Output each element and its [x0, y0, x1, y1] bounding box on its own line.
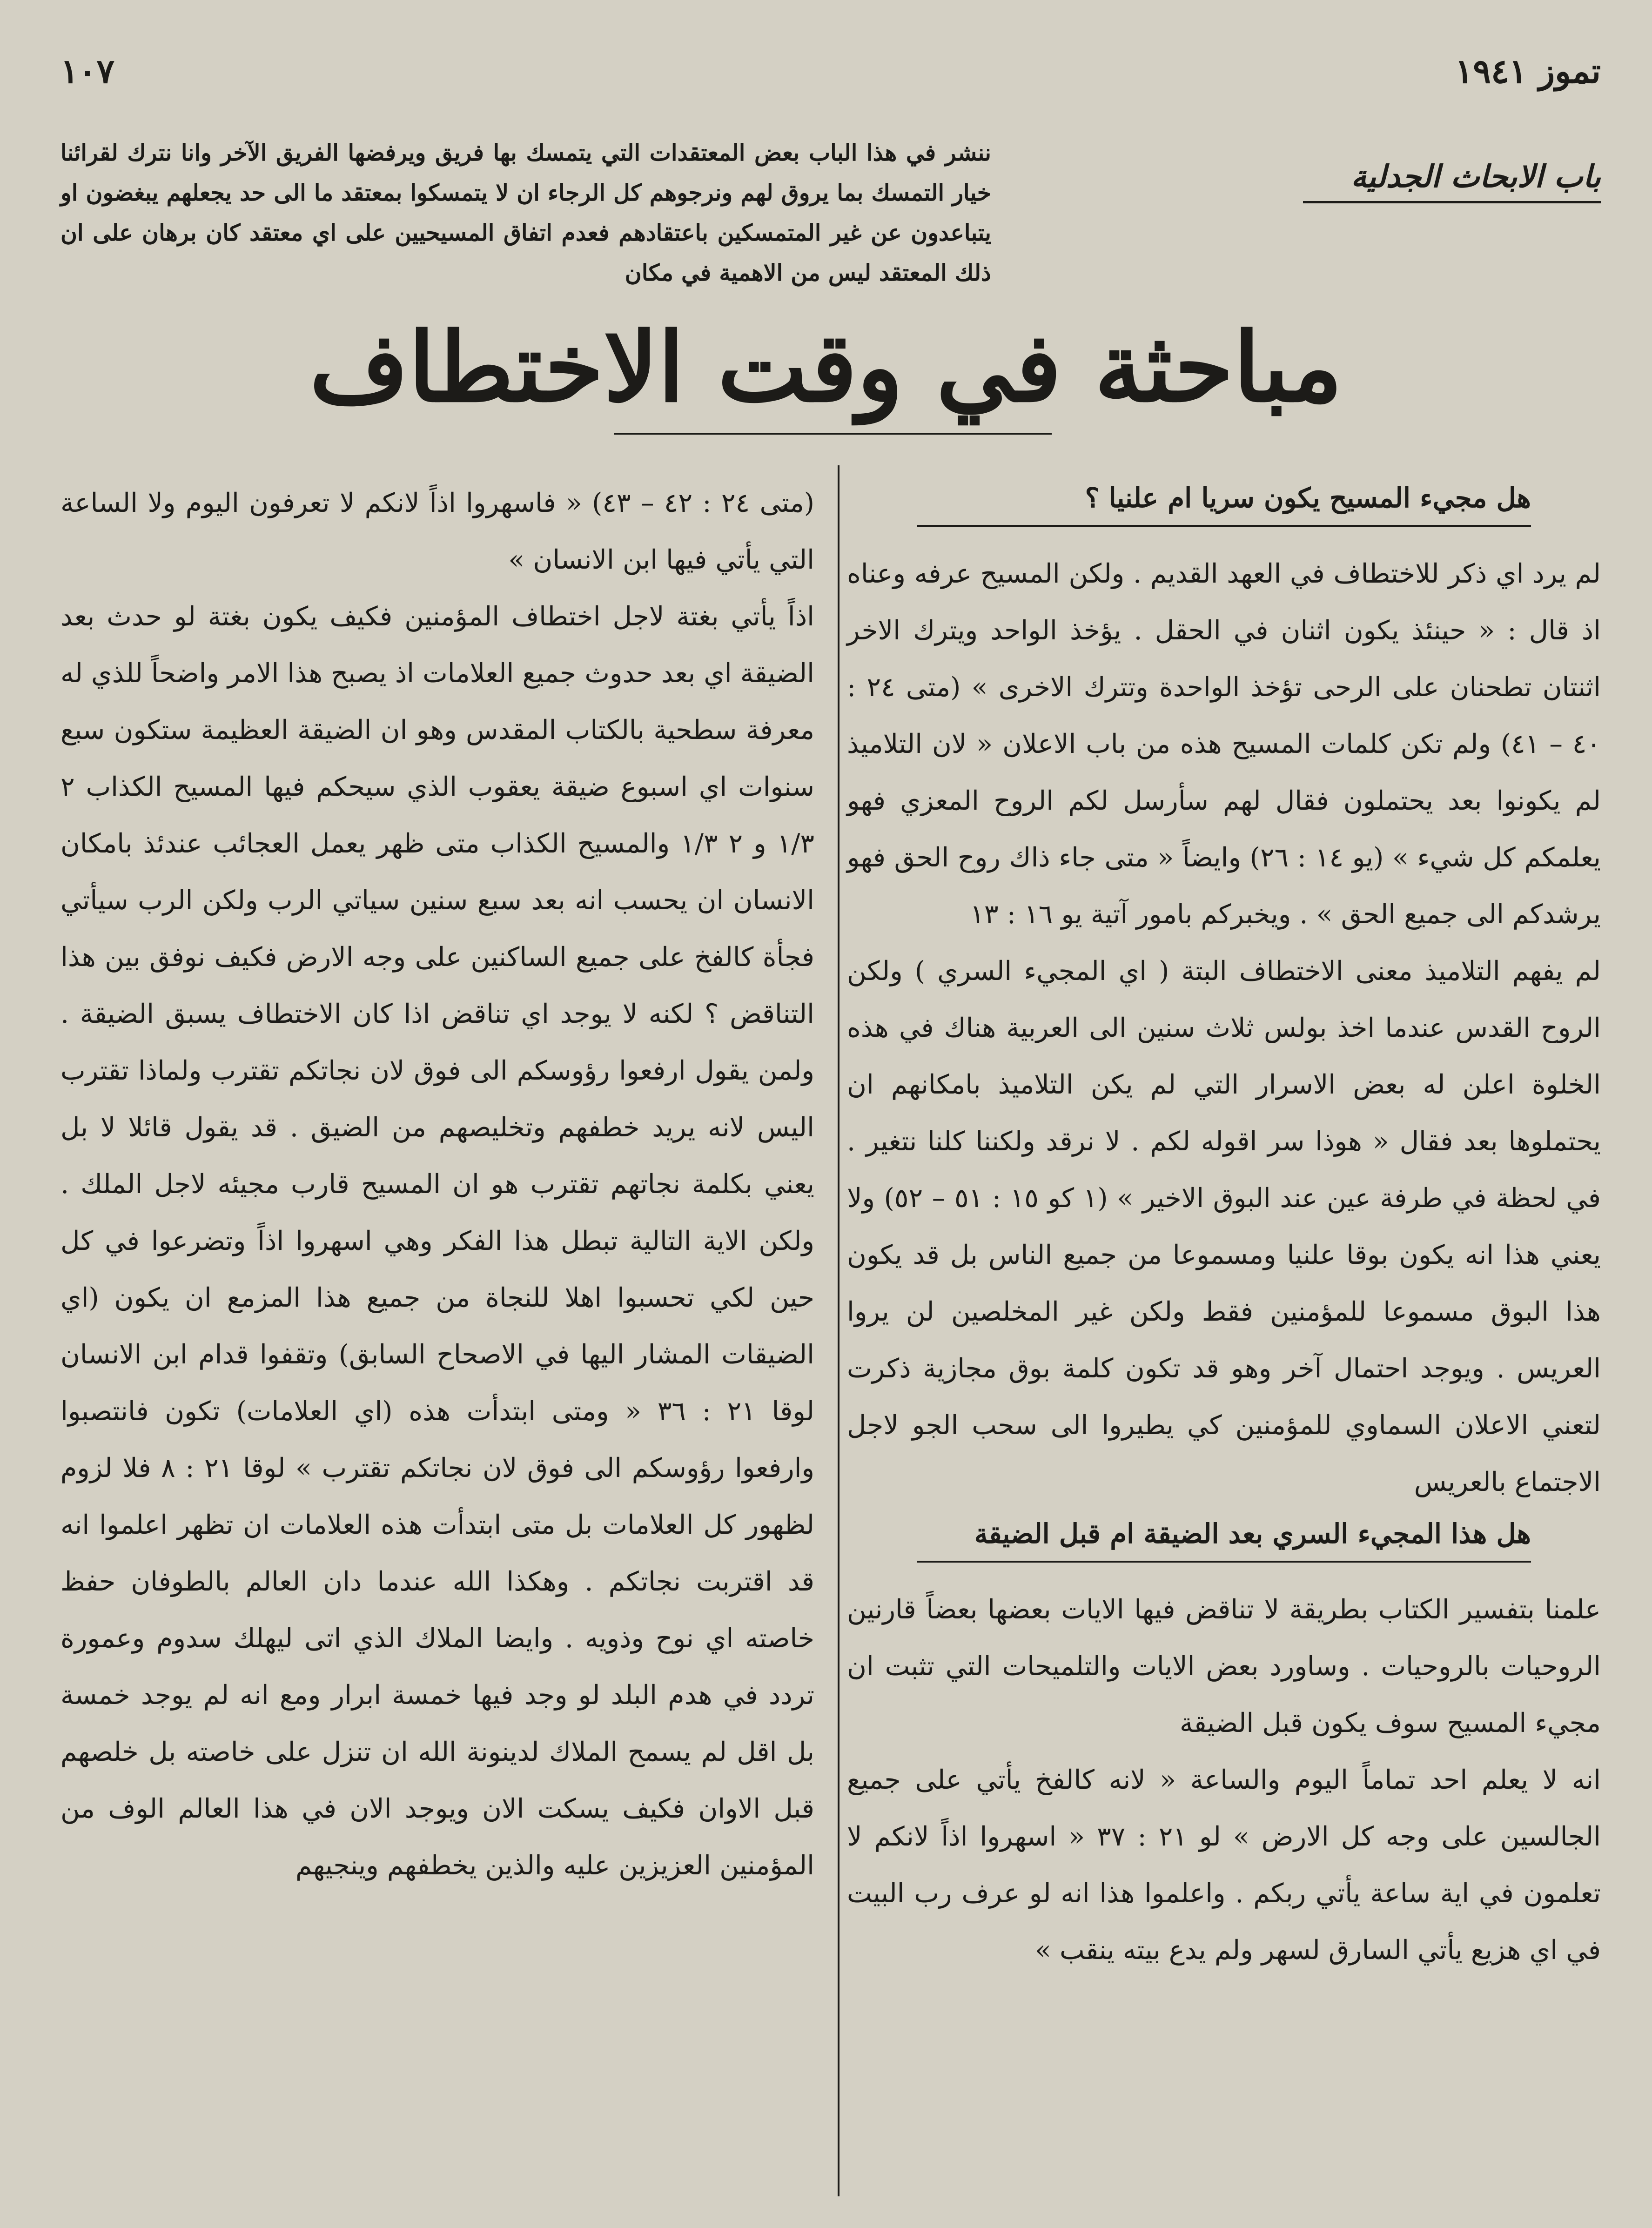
paragraph: (متى ٢٤ : ٤٢ – ٤٣) « فاسهروا اذاً لانكم لا تعرفون اليوم ولا الساعة التي يأتي فيها ابن الانسان » — [60, 488, 814, 575]
subheading-before-or-after-tribulation: هل هذا المجيء السري بعد الضيقة ام قبل الضيقة — [917, 1510, 1531, 1563]
editor-note: ننشر في هذا الباب بعض المعتقدات التي يتمسك بها فريق ويرفضها الفريق الآخر وانا نترك لقرائنا خيار التمسك بما يروق لهم ونرجوهم كل الرجاء ان لا يتمسكوا بمعتقد ما الى حد يجعلهم يبغضون او يتباعدون عن غير المتمسكين باعتقادهم فعدم اتفاق المسيحيين على اي معتقد كان برهان على ان ذلك المعتقد ليس من الاهمية في مكان — [60, 139, 991, 286]
title-rule — [614, 433, 1052, 435]
paragraph: لم يفهم التلاميذ معنى الاختطاف البتة ( اي المجيء السري ) ولكن الروح القدس عندما اخذ بولس ثلاث سنين الى العربية هناك في هذه الخلوة اعلن له بعض الاسرار التي لم يكن التلاميذ بامكانهم ان يحتملوها بعد فقال « هوذا سر اقوله لكم . لا نرقد ولكننا كلنا نتغير . في لحظة في طرفة عين عند البوق الاخير » (١ كو ١٥ : ٥١ – ٥٢) ولا يعني هذا انه يكون بوقا علنيا ومسموعا من جميع الناس بل قد يكون هذا البوق مسموعا للمؤمنين فقط ولكن غير المخلصين لن يروا العريس . ويوجد احتمال آخر وهو قد تكون كلمة بوق مجازية ذكرت لتعني الاعلان السماوي للمؤمنين كي يطيروا الى سحب الجو لاجل الاجتماع بالعريس — [847, 956, 1601, 1497]
paragraph: علمنا بتفسير الكتاب بطريقة لا تناقض فيها الايات بعضها بعضاً قارنين الروحيات بالروحيات . وساورد بعض الايات والتلميحات التي تثبت ان مجيء المسيح سوف يكون قبل الضيقة — [847, 1594, 1601, 1738]
section-label: باب الابحاث الجدلية — [1303, 158, 1601, 203]
article-title: مباحثة في وقت الاختطاف — [309, 312, 1343, 423]
paragraph: لم يرد اي ذكر للاختطاف في العهد القديم . ولكن المسيح عرفه وعناه اذ قال : « حينئذ يكون اثنان في الحقل . يؤخذ الواحد ويترك الاخر اثنتان تطحنان على الرحى تؤخذ الواحدة وتترك الاخرى » (متى ٢٤ : ٤٠ – ٤١) ولم تكن كلمات المسيح هذه من باب الاعلان « لان التلاميذ لم يكونوا بعد يحتملون فقال لهم سأرسل لكم الروح المعزي فهو يعلمكم كل شيء » (يو ١٤ : ٢٦) وايضاً « متى جاء ذاك روح الحق فهو يرشدكم الى جميع الحق » . ويخبركم بامور آتية يو ١٦ : ١٣ — [847, 558, 1601, 930]
page-number: ١٠٧ — [60, 51, 115, 91]
paragraph: انه لا يعلم احد تماماً اليوم والساعة « لانه كالفخ يأتي على جميع الجالسين على وجه كل الارض » لو ٢١ : ٣٧ « اسهروا اذاً لانكم لا تعلمون في اية ساعة يأتي ربكم . واعلموا هذا انه لو عرف رب البيت في اي هزيع يأتي السارق لسهر ولم يدع بيته ينقب » — [847, 1765, 1601, 1966]
column-divider — [838, 465, 839, 2196]
paragraph: اذاً يأتي بغتة لاجل اختطاف المؤمنين فكيف يكون بغتة لو حدث بعد الضيقة اي بعد حدوث جميع العلامات اذ يصبح هذا الامر واضحاً للذي له معرفة سطحية بالكتاب المقدس وهو ان الضيقة العظيمة ستكون سبع سنوات اي اسبوع ضيقة يعقوب الذي سيحكم فيها المسيح الكذاب ٢ ١/٣ و ٢ ١/٣ والمسيح الكذاب متى ظهر يعمل العجائب عندئذ بامكان الانسان ان يحسب انه بعد سبع سنين سياتي الرب ولكن الرب سيأتي فجأة كالفخ على جميع الساكنين على وجه الارض فكيف نوفق بين هذا التناقض ؟ لكنه لا يوجد اي تناقض اذا كان الاختطاف يسبق الضيقة . ولمن يقول ارفعوا رؤوسكم الى فوق لان نجاتكم تقترب ولماذا تقترب اليس لانه يريد خطفهم وتخليصهم من الضيق . قد يقول قائلا لا بل يعني بكلمة نجاتهم تقترب هو ان المسيح قارب مجيئه لاجل الملك . ولكن الاية التالية تبطل هذا الفكر وهي اسهروا اذاً وتضرعوا في كل حين لكي تحسبوا اهلا للنجاة من جميع هذا المزمع ان يكون (اي الضيقات المشار اليها في الاصحاح السابق) وتقفوا قدام ابن الانسان لوقا ٢١ : ٣٦ « ومتى ابتدأت هذه (اي العلامات) تكون فانتصبوا وارفعوا رؤوسكم الى فوق لان نجاتكم تقترب » لوقا ٢١ : ٨ فلا لزوم لظهور كل العلامات بل متى ابتدأت هذه العلامات ان تظهر اعلموا انه قد اقتربت نجاتكم . وهكذا الله عندما دان العالم بالطوفان حفظ خاصته اي نوح وذويه . وايضا الملاك الذي اتى ليهلك سدوم وعمورة تردد في هدم البلد لو وجد فيها خمسة ابرار ومع انه لم يوجد خمسة بل اقل لم يسمح الملاك لدينونة الله ان تنزل على خاصته بل خلصهم قبل الاوان فكيف يسكت الان ويوجد الان في هذا العالم الوف من المؤمنين العزيزين عليه والذين يخطفهم وينجيهم — [60, 601, 815, 1881]
issue-date: تموز ١٩٤١ — [1455, 51, 1601, 91]
running-head — [60, 51, 1601, 102]
subheading-public-or-secret: هل مجيء المسيح يكون سريا ام علنيا ؟ — [917, 475, 1531, 527]
right-column — [847, 475, 1601, 1979]
left-column — [60, 475, 814, 1894]
